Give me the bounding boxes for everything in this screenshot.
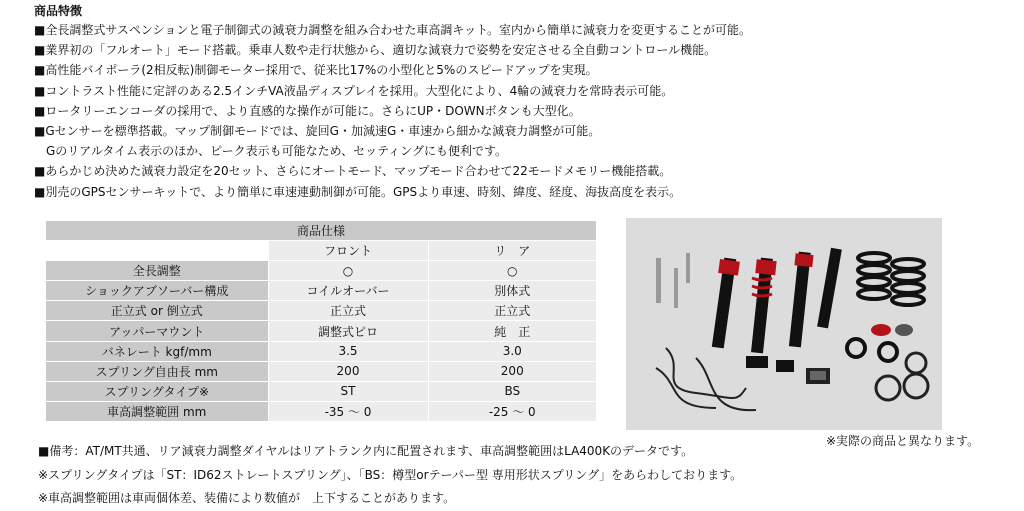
feature-item: ■全長調整式サスペンションと電子制御式の減衰力調整を組み合わせた車高調キット。室内から簡単に減衰力を変更することが可能。 [34,23,752,37]
spec-label: スプリング自由長 mm [46,361,268,381]
spec-label: バネレート kgf/mm [46,341,268,361]
product-photo [626,218,942,430]
spec-table-title: 商品仕様 [46,221,596,241]
spec-header-rear: リ ア [428,241,596,261]
feature-item: ■別売のGPSセンサーキットで、より簡単に車速連動制御が可能。GPSより車速、時刻、緯度、経度、海抜高度を表示。 [34,184,682,199]
spec-rear-value: -25 ～ 0 [428,401,596,421]
spec-rear-value: 別体式 [428,281,596,301]
spec-front-value: 200 [268,361,428,381]
spec-rear-value: ○ [428,261,596,281]
feature-item: ■ロータリーエンコーダの採用で、より直感的な操作が可能に。さらにUP・DOWNボタンも大型化。 [34,103,581,118]
table-row [46,401,596,421]
spec-rear-value: 200 [428,361,596,381]
spec-front-value: ST [268,381,428,401]
spec-front-value: コイルオーバー [268,281,428,301]
photo-disclaimer: ※実際の商品と異なります。 [826,434,980,448]
spec-label: アッパーマウント [46,321,268,341]
spec-front-value: 正立式 [268,301,428,321]
table-row [46,341,596,361]
section-heading: 商品特徴 [34,4,83,18]
suspension-kit-illustration [626,218,942,430]
spec-rear-value: 正立式 [428,301,596,321]
note-item: ※スプリングタイプは「ST：ID62ストレートスプリング」、「BS：樽型orテーパー型 専用形状スプリング」をあらわしております。 [38,467,743,482]
feature-item: Gのリアルタイム表示のほか、ピーク表示も可能なため、セッティングにも便利です。 [34,144,507,159]
spec-front-value: 3.5 [268,341,428,361]
spec-label: ショックアブソーバー構成 [46,281,268,301]
spec-rear-value: 純 正 [428,321,596,341]
controller-unit [746,356,768,368]
spec-rear-value: BS [428,381,596,401]
feature-list [34,20,751,202]
spec-front-value: 調整式ピロ [268,321,428,341]
spec-header-blank [46,241,268,261]
table-row [46,261,596,281]
spec-label: スプリングタイプ※ [46,381,268,401]
note-item: ■備考：AT/MT共通、リア減衰力調整ダイヤルはリアトランク内に配置されます、車高調整範囲はLA400Kのデータです。 [38,444,694,458]
feature-item: ■Gセンサーを標準搭載。マップ制御モードでは、旋回G・加減速G・車速から細かな減衰力調整が可能。 [34,124,601,139]
spec-header-front: フロント [268,241,428,261]
spec-front-value: ○ [268,261,428,281]
feature-item: ■高性能バイポーラ(2相反転)制御モーター採用で、従来比17%の小型化と5%のスピードアップを実現。 [34,63,598,78]
spec-rear-value: 3.0 [428,341,596,361]
table-row [46,281,596,301]
feature-item: ■業界初の「フルオート」モード搭載。乗車人数や走行状態から、適切な減衰力で姿勢を安定させる全自動コントロール機能。 [34,43,717,58]
note-item: ※車高調整範囲は車両個体差、装備により数値が 上下することがあります。 [38,491,456,505]
feature-item: ■あらかじめ決めた減衰力設定を20セット、さらにオートモード、マップモード合わせて22モードメモリー機能搭載。 [34,164,672,179]
spec-front-value: -35 ～ 0 [268,401,428,421]
table-row [46,361,596,381]
table-row [46,301,596,321]
notes-list [38,440,742,511]
table-row [46,321,596,341]
table-row [46,381,596,401]
spec-label: 全長調整 [46,261,268,281]
feature-item: ■コントラスト性能に定評のある2.5インチVA液晶ディスプレイを採用。大型化により、4輪の減衰力を常時表示可能。 [34,83,674,98]
spec-label: 正立式 or 倒立式 [46,301,268,321]
spec-table [46,221,596,422]
spec-label: 車高調整範囲 mm [46,401,268,421]
